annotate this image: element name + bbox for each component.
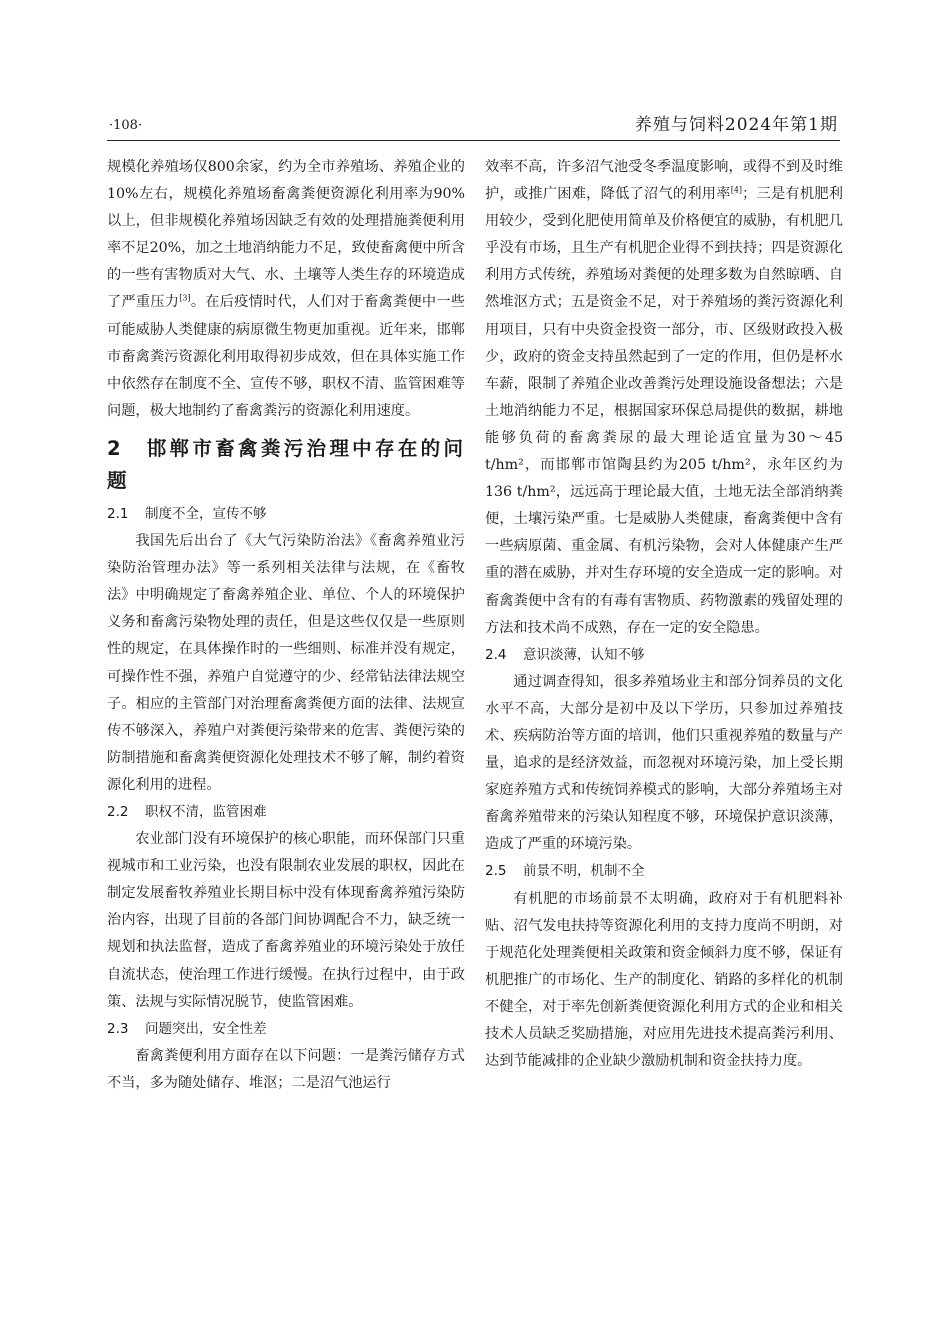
subsection-2-3-heading: 2.3 问题突出，安全性差: [107, 1020, 267, 1037]
citation-ref[interactable]: [3]: [179, 293, 191, 303]
subsection-2-4-heading: 2.4 意识淡薄，认知不够: [485, 646, 645, 663]
subsection-2-2-text: 农业部门没有环境保护的核心职能，而环保部门只重视城市和工业污染，也没有限制农业发展的职权，因此在制定发展畜牧养殖业长期目标中没有体现畜禽养殖污染防治内容，出现了目前的各部门间协调配合不力，缺乏统一规划和执法监督，造成了畜禽养殖业的环境污染处于放任自流状态，使治理工作进行缓慢。在执行过程中，由于政策、法规与实际情况脱节，使监管困难。: [107, 831, 465, 1010]
subsection-2-3-text: 畜禽粪便利用方面存在以下问题：一是粪污储存方式不当，多为随处储存、堆沤；二是沼气池运行: [107, 1047, 465, 1091]
left-column: [107, 154, 465, 1097]
running-header: [107, 106, 840, 141]
intro-paragraph: 规模化养殖场仅800余家，约为全市养殖场、养殖企业的10%左右，规模化养殖场畜禽粪便资源化利用率为90%以上，但非规模化养殖场因缺乏有效的处理措施粪便利用率不足20%，加之土地消纳能力不足，致使畜禽便中所含的一些有害物质对大气、水、土壤等人类生存的环境造成了严重压力[3]。在后疫情时代，人们对于畜禽粪便中一些可能威胁人类健康的病原微生物更加重视。近年来，邯郸市畜禽粪污资源化利用取得初步成效，但在具体实施工作中依然存在制度不全、宣传不够，职权不清、监管困难等问题，极大地制约了畜禽粪污的资源化利用速度。: [107, 159, 465, 419]
continued-paragraph: 效率不高，许多沼气池受冬季温度影响，或得不到及时维护，或推广困难，降低了沼气的利用率[4]；三是有机肥利用较少，受到化肥使用简单及价格便宜的威胁，有机肥几乎没有市场，且生产有机肥企业得不到扶持；四是资源化利用方式传统，养殖场对粪便的处理多数为自然晾晒、自然堆沤方式；五是资金不足，对于养殖场的粪污资源化利用项目，只有中央资金投资一部分，市、区级财政投入极少，政府的资金支持虽然起到了一定的作用，但仍是杯水车薪，限制了养殖企业改善粪污处理设施设备想法；六是土地消纳能力不足，根据国家环保总局提供的数据，耕地能够负荷的畜禽粪尿的最大理论适宜量为30～45 t/hm²，而邯郸市馆陶县约为205 t/hm²，永年区约为136 t/hm²，远远高于理论最大值，土地无法全部消纳粪便，土壤污染严重。七是威胁人类健康，畜禽粪便中含有一些病原菌、重金属、有机污染物，会对人体健康产生严重的潜在威胁，并对生存环境的安全造成一定的影响。对畜禽粪便中含有的有毒有害物质、药物激素的残留处理的方法和技术尚不成熟，存在一定的安全隐患。: [485, 159, 843, 636]
journal-title: 养殖与饲料2024年第1期: [634, 115, 838, 135]
subsection-2-5-text: 有机肥的市场前景不太明确，政府对于有机肥料补贴、沼气发电扶持等资源化利用的支持力度尚不明朗，对于规范化处理粪便相关政策和资金倾斜力度不够，保证有机肥推广的市场化、生产的制度化、销路的多样化的机制不健全，对于率先创新粪便资源化利用方式的企业和相关技术人员缺乏奖励措施，对应用先进技术提高粪污利用、达到节能减排的企业缺少激励机制和资金扶持力度。: [485, 890, 843, 1070]
section-2-heading: 2 邯郸市畜禽粪污治理中存在的问题: [107, 436, 465, 492]
subsection-2-1-heading: 2.1 制度不全，宣传不够: [107, 505, 267, 522]
page-number: ·108·: [109, 118, 143, 133]
subsection-2-2-heading: 2.2 职权不清，监管困难: [107, 803, 267, 820]
subsection-2-4-text: 通过调查得知，很多养殖场业主和部分饲养员的文化水平不高，大部分是初中及以下学历，只参加过养殖技术、疾病防治等方面的培训，他们只重视养殖的数量与产量，追求的是经济效益，而忽视对环境污染，加上受长期家庭养殖方式和传统饲养模式的影响，大部分养殖场主对畜禽养殖带来的污染认知程度不够，环境保护意识淡薄，造成了严重的环境污染。: [485, 673, 843, 853]
right-column: [485, 154, 843, 1075]
subsection-2-5-heading: 2.5 前景不明，机制不全: [485, 863, 645, 880]
subsection-2-1-text: 我国先后出台了《大气污染防治法》《畜禽养殖业污染防治管理办法》等一系列相关法律与法规，在《畜牧法》中明确规定了畜禽养殖企业、单位、个人的环境保护义务和畜禽污染物处理的责任，但是这些仅仅是一些原则性的规定，在具体操作时的一些细则、标准并没有规定，可操作性不强，养殖户自觉遵守的少、经常钻法律法规空子。相应的主管部门对治理畜禽粪便方面的法律、法规宣传不够深入，养殖户对粪便污染带来的危害、粪便污染的防制措施和畜禽粪便资源化处理技术不够了解，制约着资源化利用的进程。: [107, 533, 465, 793]
citation-ref[interactable]: [4]: [730, 185, 743, 195]
